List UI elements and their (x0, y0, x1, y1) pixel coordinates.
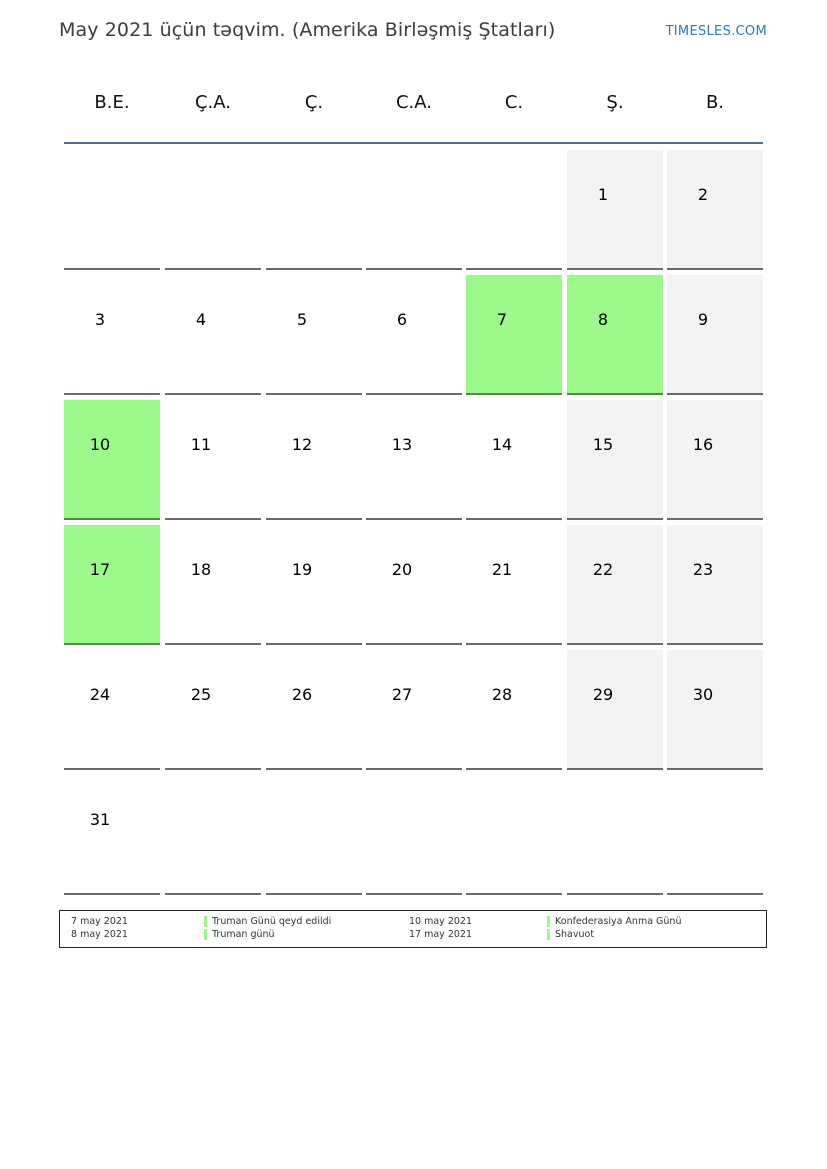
legend-date: 8 may 2021 (71, 929, 128, 940)
legend-color-marker (547, 929, 550, 940)
cell-underline (165, 893, 261, 895)
cell-underline (366, 643, 462, 645)
cell-underline (567, 518, 663, 520)
day-cell (466, 275, 562, 395)
cell-underline (366, 268, 462, 270)
day-cell (667, 150, 763, 270)
empty-cell (165, 775, 261, 895)
legend-holiday-name: Truman günü (212, 929, 275, 940)
cell-underline (266, 768, 362, 770)
day-number: 19 (291, 560, 313, 579)
day-number: 6 (396, 310, 408, 329)
legend-color-marker (204, 916, 207, 927)
day-number: 24 (89, 685, 111, 704)
cell-underline (466, 893, 562, 895)
cell-underline (165, 393, 261, 395)
day-cell (64, 525, 160, 645)
empty-cell (266, 775, 362, 895)
cell-underline (64, 393, 160, 395)
cell-underline (366, 393, 462, 395)
legend-holiday-name: Truman Günü qeyd edildi (212, 916, 332, 927)
day-number: 27 (391, 685, 413, 704)
cell-underline (266, 268, 362, 270)
day-number: 7 (496, 310, 508, 329)
day-cell (667, 525, 763, 645)
day-cell (165, 400, 261, 520)
cell-underline (466, 268, 562, 270)
empty-cell (266, 150, 362, 270)
cell-underline (667, 893, 763, 895)
day-cell (667, 275, 763, 395)
page-title: May 2021 üçün təqvim. (Amerika Birləşmiş Ştatları) (59, 19, 556, 41)
day-number: 5 (296, 310, 308, 329)
cell-underline (567, 393, 663, 395)
cell-underline (667, 518, 763, 520)
empty-cell (165, 150, 261, 270)
day-number: 20 (391, 560, 413, 579)
weekday-label: B. (705, 92, 725, 113)
day-cell (165, 650, 261, 770)
day-cell (64, 775, 160, 895)
legend-color-marker (547, 916, 550, 927)
day-number: 18 (190, 560, 212, 579)
day-cell (366, 650, 462, 770)
legend-holiday-name: Shavuot (555, 929, 595, 940)
cell-underline (64, 268, 160, 270)
legend-holiday-name: Konfederasiya Anma Günü (555, 916, 682, 927)
day-cell (466, 525, 562, 645)
brand-link[interactable]: TIMESLES.COM (665, 24, 767, 39)
day-cell (567, 275, 663, 395)
cell-underline (567, 268, 663, 270)
day-number: 9 (697, 310, 709, 329)
day-cell (266, 400, 362, 520)
day-cell (366, 275, 462, 395)
day-number: 2 (697, 185, 709, 204)
weekday-label: C. (504, 92, 524, 113)
cell-underline (64, 518, 160, 520)
legend-date: 17 may 2021 (409, 929, 473, 940)
cell-underline (266, 893, 362, 895)
empty-cell (466, 150, 562, 270)
day-number: 21 (491, 560, 513, 579)
cell-underline (466, 643, 562, 645)
cell-underline (667, 268, 763, 270)
cell-underline (466, 393, 562, 395)
day-cell (567, 150, 663, 270)
cell-underline (667, 643, 763, 645)
weekday-label: Ş. (606, 92, 624, 113)
cell-underline (165, 768, 261, 770)
cell-underline (165, 643, 261, 645)
day-number: 3 (94, 310, 106, 329)
header-divider (64, 142, 763, 144)
day-number: 22 (592, 560, 614, 579)
cell-underline (266, 393, 362, 395)
holiday-legend (59, 910, 767, 948)
day-cell (567, 400, 663, 520)
cell-underline (64, 643, 160, 645)
day-number: 17 (89, 560, 111, 579)
day-number: 1 (597, 185, 609, 204)
cell-underline (466, 768, 562, 770)
legend-date: 10 may 2021 (409, 916, 473, 927)
day-cell (567, 525, 663, 645)
cell-underline (567, 768, 663, 770)
cell-underline (366, 893, 462, 895)
cell-underline (667, 768, 763, 770)
day-cell (366, 400, 462, 520)
empty-cell (667, 775, 763, 895)
day-cell (64, 400, 160, 520)
cell-underline (64, 768, 160, 770)
day-cell (266, 275, 362, 395)
cell-underline (667, 393, 763, 395)
day-cell (64, 650, 160, 770)
day-number: 12 (291, 435, 313, 454)
day-number: 13 (391, 435, 413, 454)
cell-underline (366, 518, 462, 520)
day-number: 15 (592, 435, 614, 454)
day-number: 4 (195, 310, 207, 329)
day-number: 31 (89, 810, 111, 829)
weekday-header (64, 80, 763, 144)
empty-cell (567, 775, 663, 895)
cell-underline (266, 643, 362, 645)
cell-underline (266, 518, 362, 520)
day-cell (165, 275, 261, 395)
day-cell (466, 400, 562, 520)
cell-underline (567, 893, 663, 895)
day-number: 11 (190, 435, 212, 454)
weekday-label: B.E. (94, 92, 130, 113)
day-number: 25 (190, 685, 212, 704)
empty-cell (366, 150, 462, 270)
day-number: 29 (592, 685, 614, 704)
empty-cell (466, 775, 562, 895)
cell-underline (165, 268, 261, 270)
weekday-label: C.A. (395, 92, 432, 113)
day-cell (366, 525, 462, 645)
day-number: 14 (491, 435, 513, 454)
day-number: 10 (89, 435, 111, 454)
empty-cell (366, 775, 462, 895)
day-cell (266, 525, 362, 645)
weekday-label: Ç.A. (194, 92, 231, 113)
legend-date: 7 may 2021 (71, 916, 128, 927)
day-cell (667, 650, 763, 770)
day-cell (466, 650, 562, 770)
day-cell (567, 650, 663, 770)
legend-color-marker (204, 929, 207, 940)
day-number: 8 (597, 310, 609, 329)
day-cell (165, 525, 261, 645)
day-number: 30 (692, 685, 714, 704)
day-cell (266, 650, 362, 770)
day-cell (667, 400, 763, 520)
cell-underline (366, 768, 462, 770)
weekday-label: Ç. (304, 92, 324, 113)
empty-cell (64, 150, 160, 270)
day-number: 28 (491, 685, 513, 704)
cell-underline (165, 518, 261, 520)
cell-underline (466, 518, 562, 520)
day-number: 16 (692, 435, 714, 454)
day-cell (64, 275, 160, 395)
cell-underline (567, 643, 663, 645)
calendar-grid (64, 150, 763, 894)
cell-underline (64, 893, 160, 895)
day-number: 23 (692, 560, 714, 579)
day-number: 26 (291, 685, 313, 704)
